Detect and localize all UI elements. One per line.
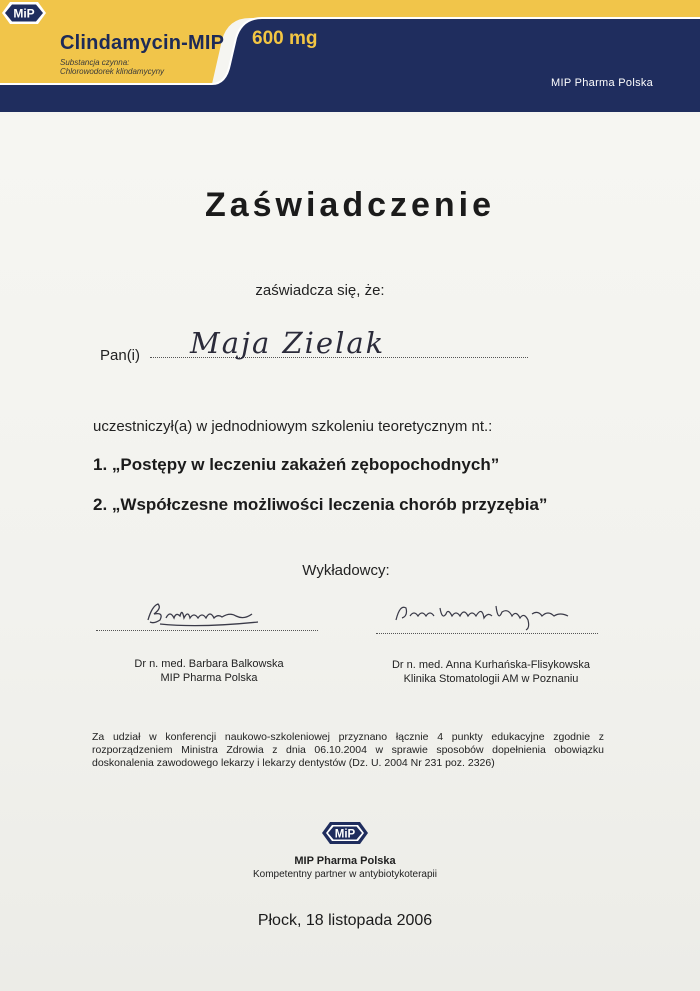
intro-text: zaświadcza się, że:: [255, 282, 385, 299]
recipient-name: Maja Zielak: [190, 326, 386, 360]
signature-kurhanska: [390, 598, 580, 632]
mip-logo-icon: [0, 0, 48, 26]
attended-text: uczestniczył(a) w jednodniowym szkoleniu teoretycznym nt.:: [93, 418, 493, 435]
header-company: MIP Pharma Polska: [551, 77, 654, 89]
education-points-note: Za udział w konferencji naukowo-szkoleniowej przyznano łącznie 4 punkty edukacyjne zgodnie z rozporządzeniem Ministra Zdrowia z dnia 06.10.2004 w sprawie sposobów dopełnienia obowiązku doskonalenia zawodowego lekarzy i lekarzy dentystów (Dz. U. 2004 Nr 231 poz. 2326): [92, 731, 604, 769]
footer-tagline: Kompetentny partner w antybiotykoterapii: [253, 869, 437, 880]
footer-company: MIP Pharma Polska: [294, 855, 396, 867]
signature-balkowska: [140, 598, 270, 630]
lecturer-1: [104, 657, 314, 685]
product-name: Clindamycin-MIP: [60, 32, 225, 54]
certificate-title: Zaświadczenie: [204, 186, 496, 224]
place-date: Płock, 18 listopada 2006: [257, 912, 433, 929]
dose-label: 600 mg: [252, 28, 318, 49]
topic-2: 2. „Współczesne możliwości leczenia chorób przyzębia”: [93, 495, 548, 514]
signature-line-1: [96, 630, 318, 631]
pan-label: Pan(i): [100, 347, 141, 364]
header-banner: [0, 0, 700, 116]
substance-label: Substancja czynna:: [60, 58, 130, 67]
substance-name: Chlorowodorek klindamycyny: [60, 67, 165, 76]
footer-logo-text: MiP: [334, 828, 356, 841]
lecturer-2-name: Dr n. med. Anna Kurhańska-Flisykowska: [391, 659, 591, 671]
signature-line-2: [376, 633, 598, 634]
lecturer-1-affiliation: MIP Pharma Polska: [160, 672, 258, 684]
topic-1: 1. „Postępy w leczeniu zakażeń zębopochodnych”: [93, 455, 500, 474]
lecturer-2: [366, 658, 616, 686]
lecturers-label: Wykładowcy:: [302, 562, 390, 579]
lecturer-2-affiliation: Klinika Stomatologii AM w Poznaniu: [403, 673, 579, 685]
lecturer-1-name: Dr n. med. Barbara Balkowska: [134, 658, 284, 670]
mip-logo-text: MiP: [13, 6, 35, 21]
footer-mip-logo-icon: [320, 820, 370, 846]
